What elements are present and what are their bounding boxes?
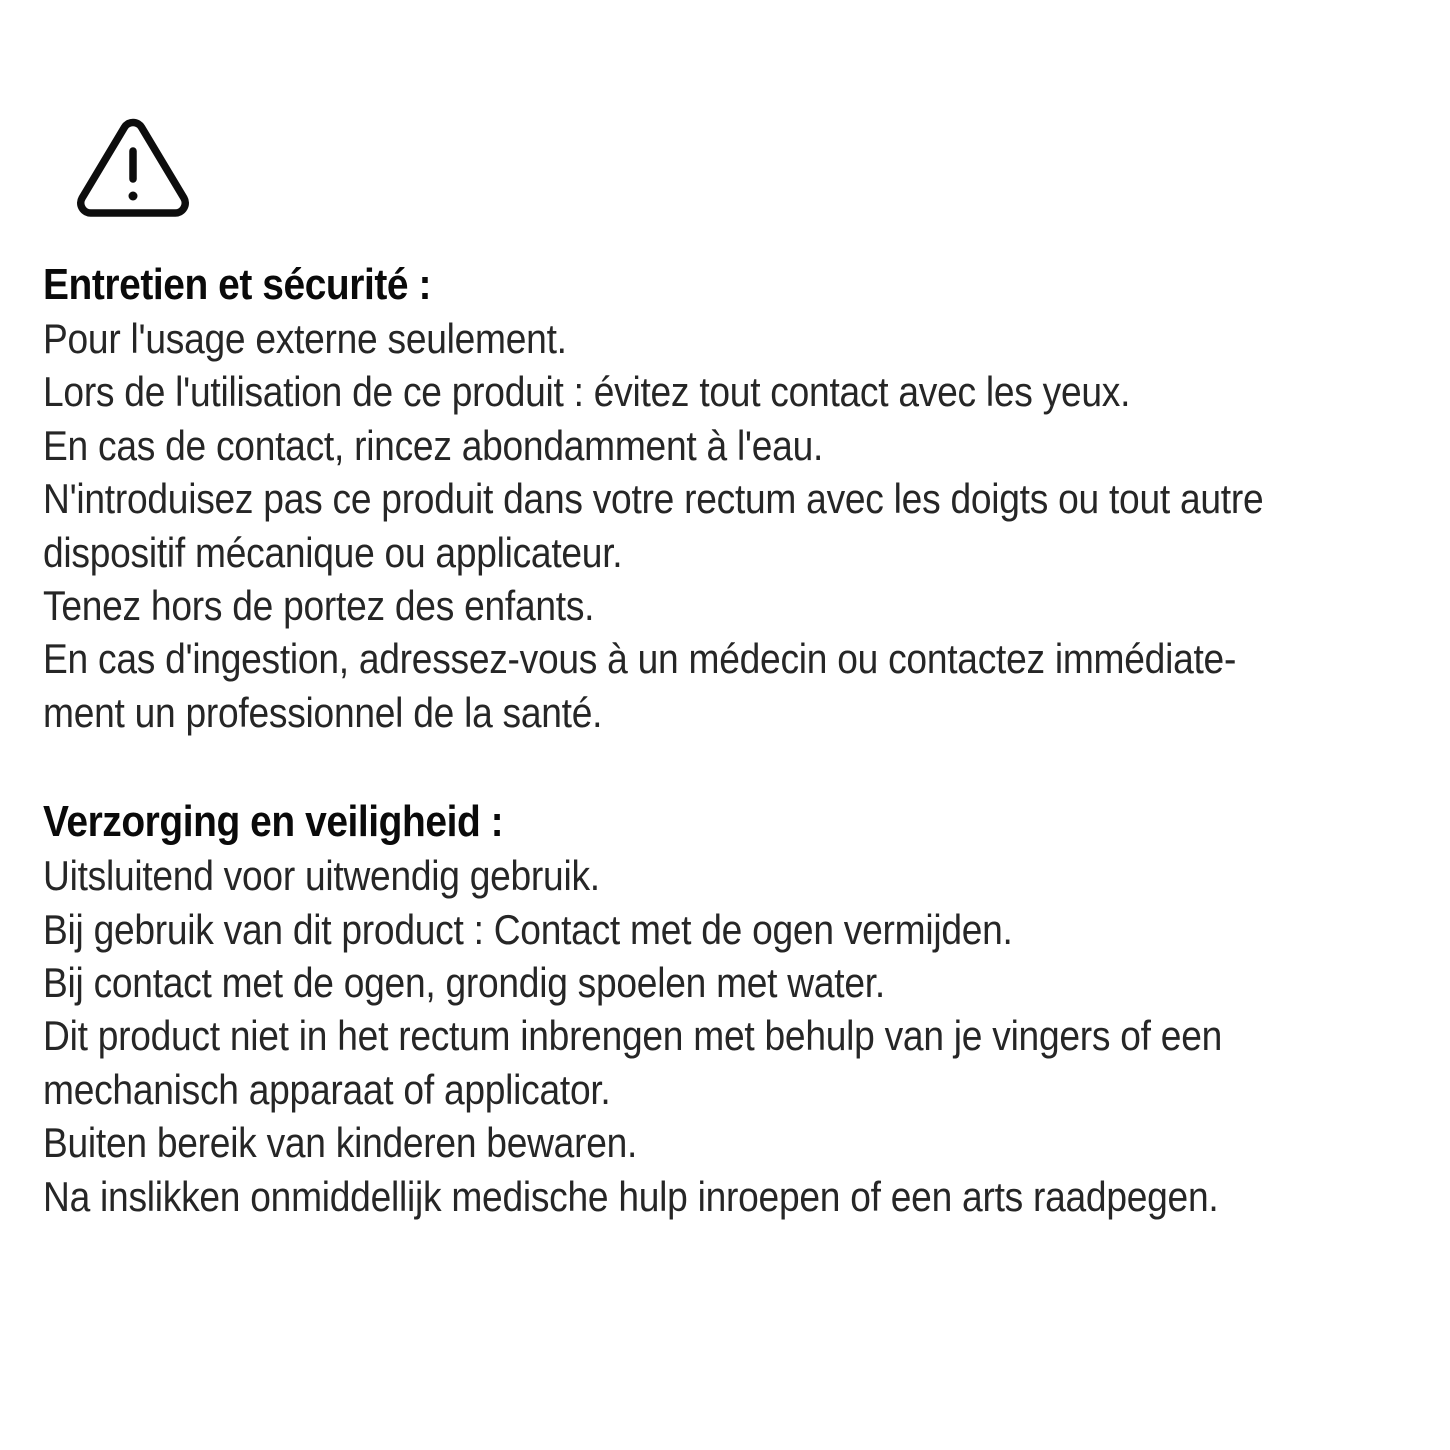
text-line: mechanisch apparaat of applicator. <box>43 1065 611 1113</box>
safety-text <box>43 258 1263 1223</box>
text-line: Na inslikken onmiddellijk medische hulp inroepen of een arts raadpegen. <box>43 1172 1219 1220</box>
text-line: Bij gebruik van dit product : Contact met de ogen vermijden. <box>43 905 1013 953</box>
text-line: Buiten bereik van kinderen bewaren. <box>43 1119 638 1167</box>
text-line: ment un professionnel de la santé. <box>43 688 603 736</box>
text-line: Uitsluitend voor uitwendig gebruik. <box>43 852 600 900</box>
text-line: dispositif mécanique ou applicateur. <box>43 528 623 576</box>
text-line: En cas d'ingestion, adressez-vous à un médecin ou contactez immédiate- <box>43 635 1237 683</box>
text-line: Lors de l'utilisation de ce produit : évitez tout contact avec les yeux. <box>43 368 1131 416</box>
warning-triangle-icon <box>71 108 195 228</box>
text-line: N'introduisez pas ce produit dans votre rectum avec les doigts ou tout autre <box>43 475 1264 523</box>
text-line: Pour l'usage externe seulement. <box>43 315 567 362</box>
text-line: Dit product niet in het rectum inbrengen met behulp van je vingers of een <box>43 1012 1223 1060</box>
section-spacer <box>43 739 1263 795</box>
text-line: En cas de contact, rincez abondamment à l'eau. <box>43 421 824 469</box>
text-line: Bij contact met de ogen, grondig spoelen met water. <box>43 959 885 1007</box>
text-line: Tenez hors de portez des enfants. <box>43 582 595 630</box>
section-heading: Verzorging en veiligheid : <box>43 797 504 847</box>
section-heading: Entretien et sécurité : <box>43 260 431 309</box>
